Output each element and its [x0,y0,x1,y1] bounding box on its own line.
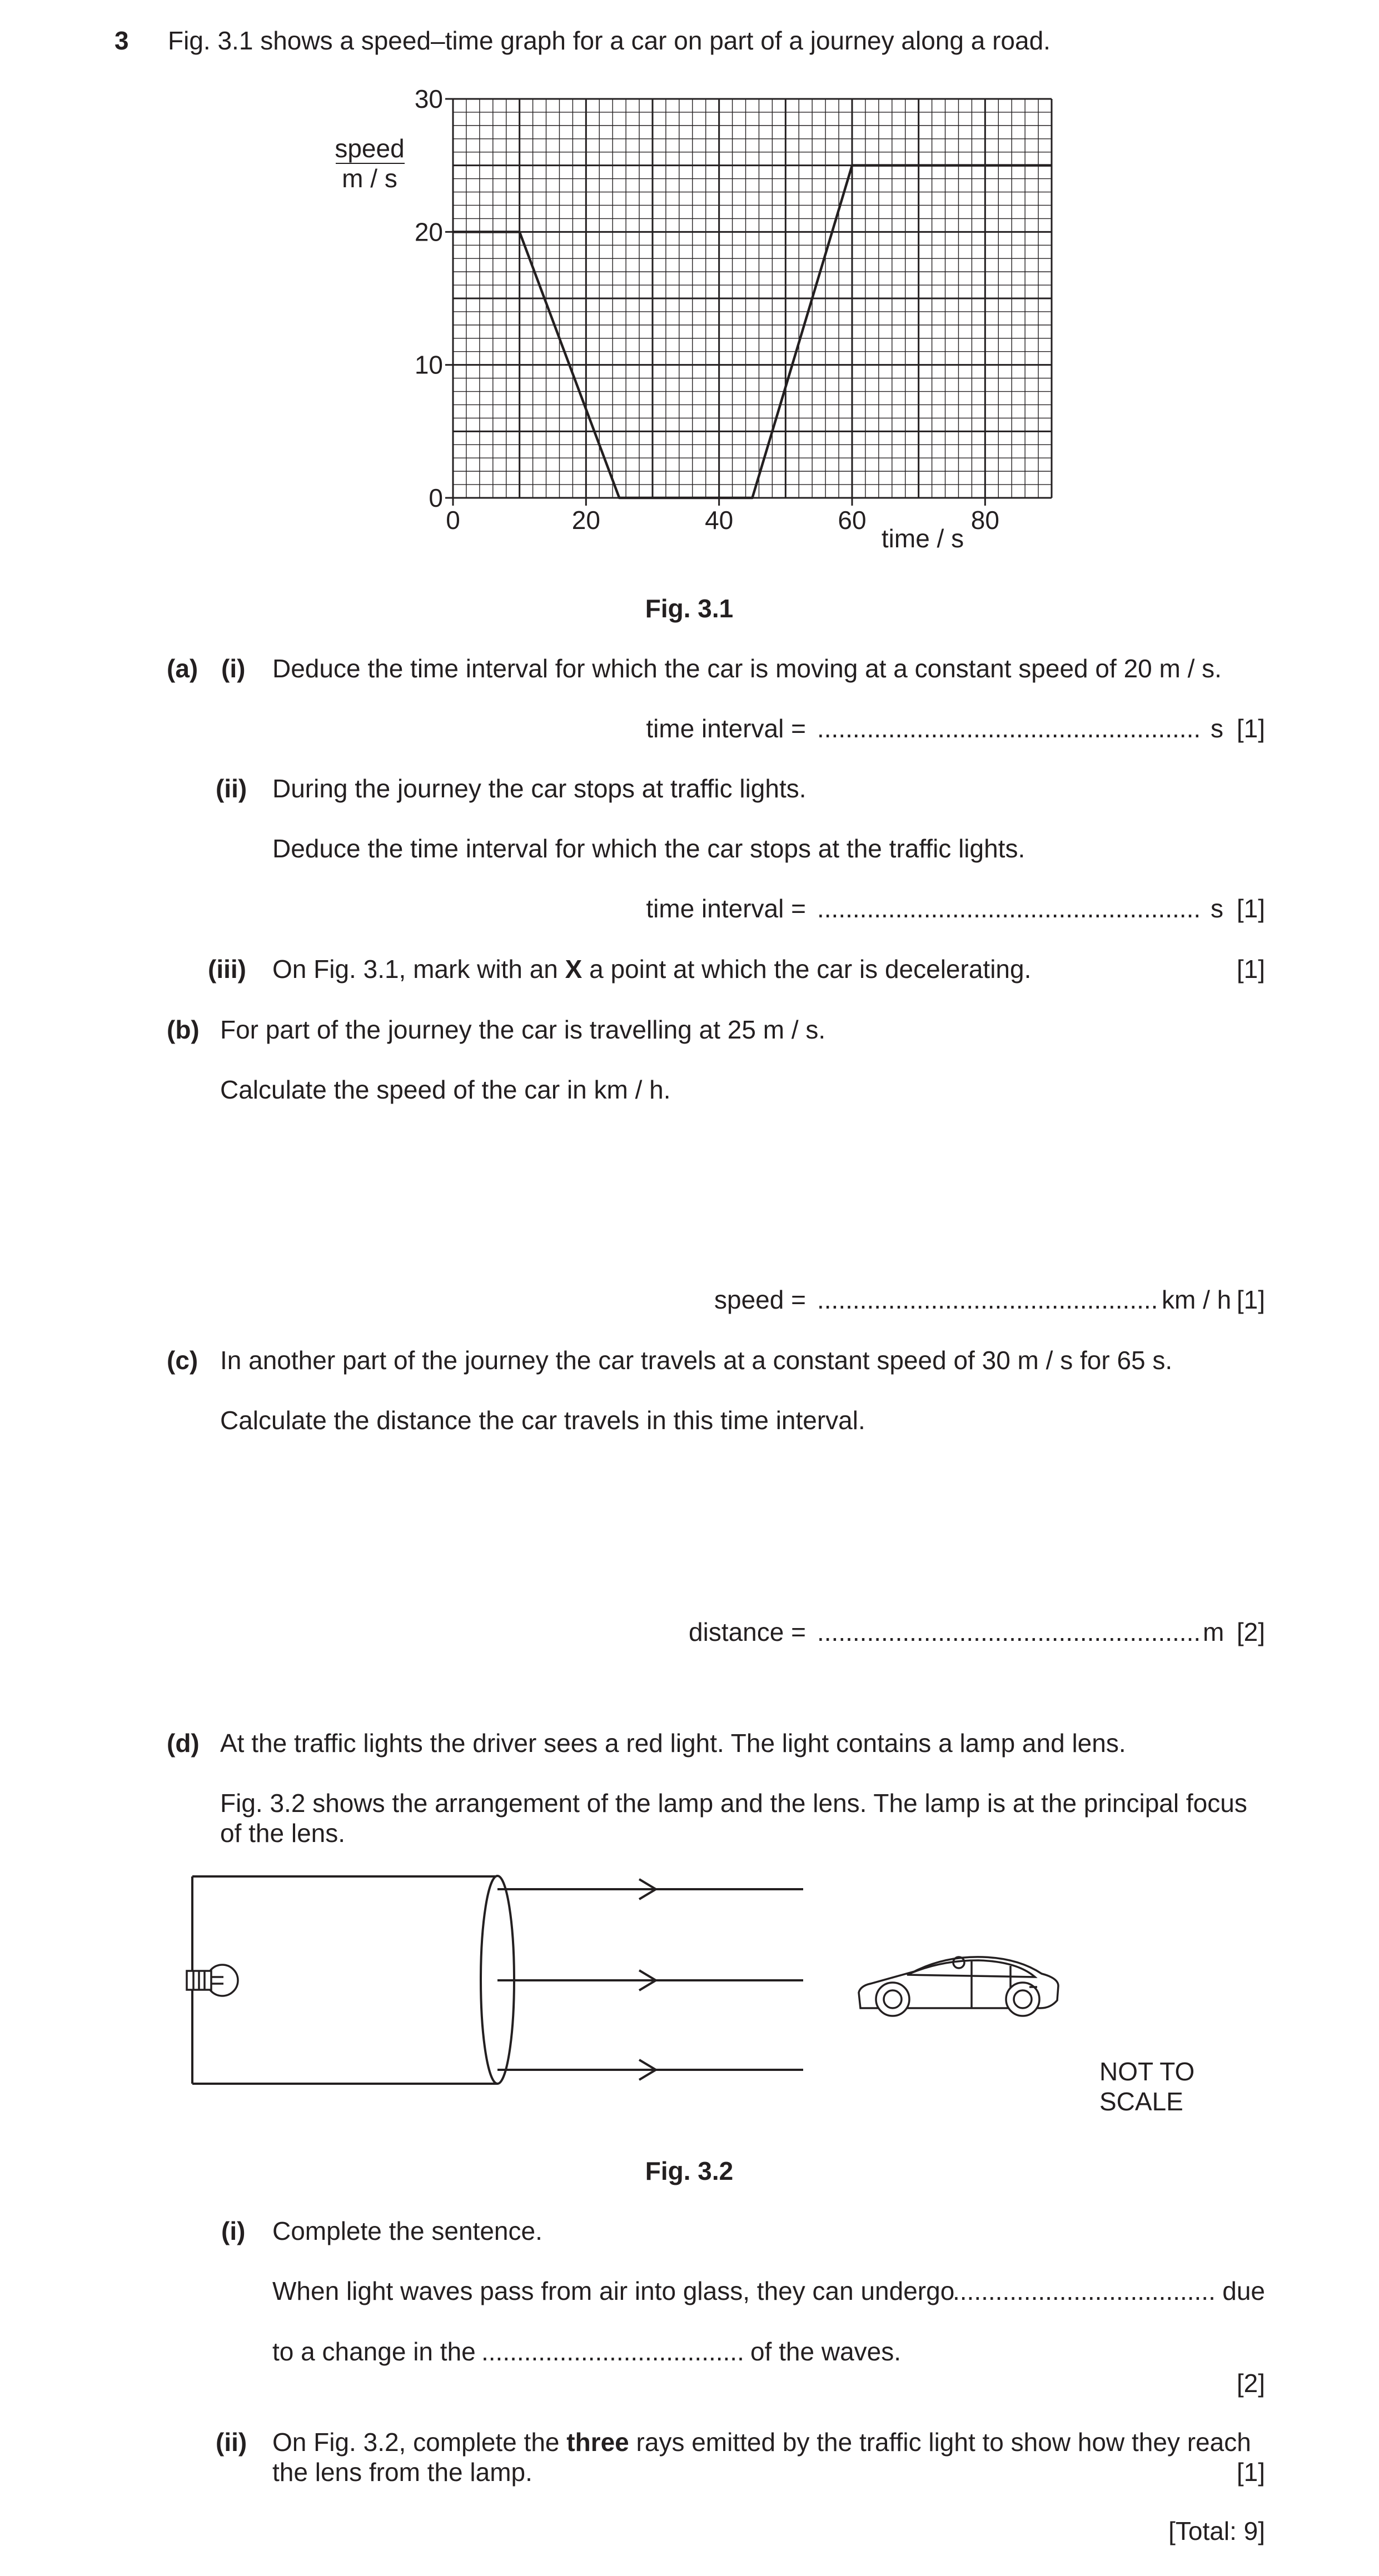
speed-time-chart [0,0,1379,611]
not-to-scale-line-2: SCALE [1099,2087,1183,2116]
y-tick-label: 10 [414,350,443,380]
part-b-answer-label: speed = [714,1285,806,1314]
part-a-i-text: Deduce the time interval for which the car is moving at a constant speed of 20 m / s. [272,654,1222,683]
part-d-i-sentence-1-end: due [1222,2277,1265,2305]
part-c-text-1: In another part of the journey the car travels at a constant speed of 30 m / s for 65 s. [220,1346,1173,1375]
part-b-text-1: For part of the journey the car is travelling at 25 m / s. [220,1015,826,1044]
y-axis-label-top: speed [335,134,405,163]
part-d-ii-marks: [1] [1236,2458,1265,2487]
part-b-answer-line[interactable]: ................................................ [817,1285,1158,1314]
part-d-label: (d) [167,1729,200,1758]
part-d-ii-text-before: On Fig. 3.2, complete the [272,2428,567,2457]
part-a-ii-answer-label: time interval = [646,894,806,923]
question-intro: Fig. 3.1 shows a speed–time graph for a car on part of a journey along a road. [168,26,1051,55]
part-b-marks: [1] [1236,1285,1265,1314]
part-c-text-2: Calculate the distance the car travels in this time interval. [220,1406,865,1435]
part-a-iii-text-after: a point at which the car is decelerating. [582,955,1032,984]
part-d-i-sentence-2-end: of the waves. [750,2337,902,2366]
part-a-ii-marks: [1] [1236,894,1265,923]
part-d-i-answer-line-1[interactable]: ..................................... [953,2277,1216,2305]
part-a-ii-unit: s [1211,894,1223,923]
part-d-text-2: Fig. 3.2 shows the arrangement of the lamp and the lens. The lamp is at the principal focus of the lens. [220,1789,1247,1848]
x-tick-label: 20 [571,506,600,535]
part-a-iii-text [272,954,1031,984]
x-tick-label: 60 [838,506,867,535]
part-c-marks: [2] [1236,1618,1265,1646]
part-c-unit: m [1203,1618,1224,1646]
total-marks: [Total: 9] [1168,2517,1265,2545]
part-a-i-answer-label: time interval = [646,714,806,743]
part-c-label: (c) [167,1346,198,1375]
part-d-i-text: Complete the sentence. [272,2216,542,2245]
part-c-answer-label: distance = [689,1618,806,1646]
part-a-iii-text-bold: X [565,955,583,984]
part-a-iii-text-before: On Fig. 3.1, mark with an [272,955,565,984]
y-tick-label: 0 [429,483,443,512]
part-a-ii-answer-line[interactable]: ...................................................... [817,894,1201,923]
y-axis-label-bottom: m / s [342,164,397,193]
part-d-ii-text [272,2427,1265,2487]
car-drawing [859,1957,1058,2016]
part-a-iii-marks: [1] [1236,955,1265,984]
x-axis-label: time / s [881,524,964,553]
part-d-ii-label: (ii) [216,2428,247,2457]
y-tick-label: 30 [414,84,443,113]
x-tick-label: 0 [446,506,460,535]
x-tick-label: 80 [970,506,999,535]
part-d-i-answer-line-2[interactable]: ..................................... [481,2337,744,2366]
major-grid [453,99,1052,498]
part-d-i-sentence-2: to a change in the [272,2337,476,2366]
part-a-i-marks: [1] [1236,714,1265,743]
fig32-caption: Fig. 3.2 [645,2156,734,2185]
part-b-label: (b) [167,1015,200,1044]
part-a-ii-label: (ii) [216,774,247,803]
part-d-i-label: (i) [221,2216,246,2245]
part-b-text-2: Calculate the speed of the car in km / h. [220,1075,671,1104]
part-b-unit: km / h [1162,1285,1232,1314]
not-to-scale-line-1: NOT TO [1099,2057,1195,2086]
question-number: 3 [114,26,129,55]
fig31-caption: Fig. 3.1 [645,594,734,623]
part-a-i-unit: s [1211,714,1223,743]
part-a-i-answer-line[interactable]: ...................................................... [817,714,1201,743]
part-a-ii-text-1: During the journey the car stops at traffic lights. [272,774,807,803]
part-a-i-label: (i) [221,654,246,683]
speed-time-line [453,166,1052,498]
part-a-label: (a) [167,654,198,683]
part-d-i-marks: [2] [1236,2369,1265,2398]
part-a-ii-text-2: Deduce the time interval for which the car stops at the traffic lights. [272,834,1025,863]
lamp [187,1965,238,1996]
x-tick-label: 40 [705,506,734,535]
y-tick-label: 20 [414,217,443,247]
chart-series [453,166,1052,498]
part-d-i-sentence-1: When light waves pass from air into glass, they can undergo [272,2277,955,2305]
part-c-answer-line[interactable]: ...................................................... [817,1618,1201,1646]
part-d-ii-text-bold: three [566,2428,629,2457]
part-d-text-1: At the traffic lights the driver sees a red light. The light contains a lamp and lens. [220,1729,1126,1758]
light-rays [497,1879,803,2080]
part-a-iii-label: (iii) [208,955,246,984]
part-d-ii-text-after: rays emitted by the traffic light to show how they reach the lens from the lamp. [272,2428,1251,2487]
